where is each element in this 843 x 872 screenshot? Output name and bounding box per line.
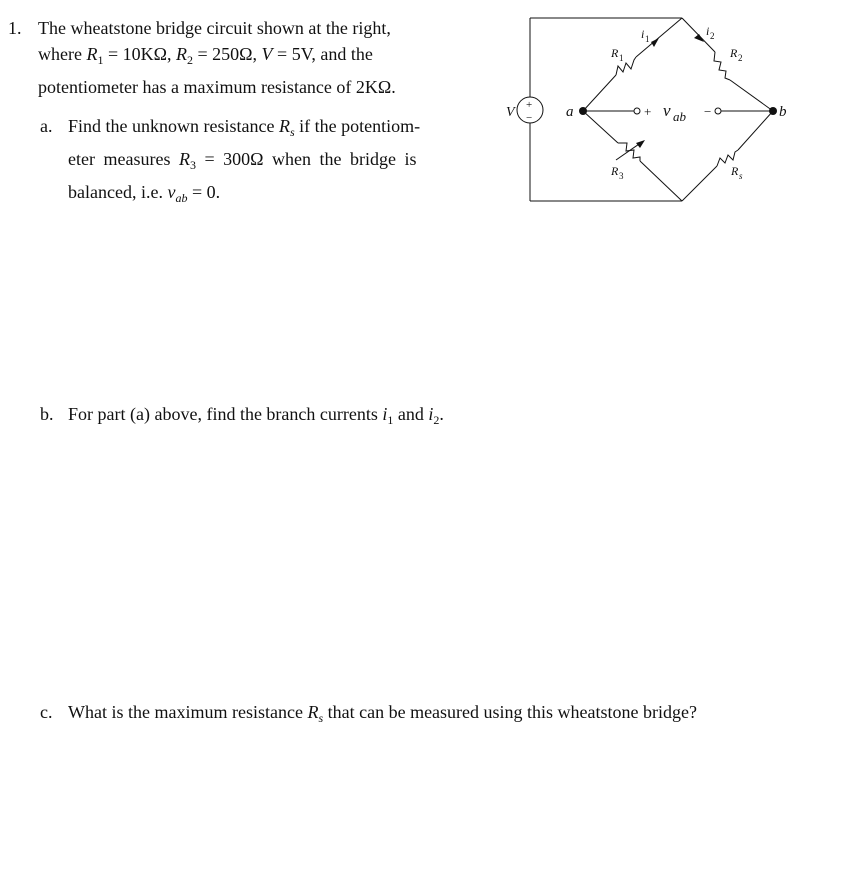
part-b-and: and: [397, 404, 424, 424]
r1-value: = 10KΩ,: [107, 44, 172, 64]
node-a-label: a: [566, 104, 574, 120]
source-label: V: [506, 105, 515, 120]
vab-plus-label: +: [644, 104, 652, 119]
part-c-label: c.: [40, 702, 53, 722]
r2-label: R: [730, 46, 738, 60]
i2-symbol: i: [428, 404, 434, 424]
r1-symbol: R: [86, 44, 98, 64]
r3-sub: 3: [619, 171, 624, 181]
part-a-label: a.: [40, 116, 53, 136]
vab-sub: ab: [673, 109, 686, 124]
node-b-label: b: [779, 104, 787, 120]
vab-terminal-minus: [715, 108, 721, 114]
problem-number: 1.: [8, 18, 22, 38]
rs-label: R: [731, 164, 739, 178]
r2-wire-lower: [730, 80, 773, 111]
r1-wire-lower: [583, 75, 616, 111]
part-b-label: b.: [40, 404, 54, 424]
r2-sub: 2: [738, 53, 743, 63]
i1-sub: 1: [645, 34, 650, 44]
r2-symbol: R: [176, 44, 188, 64]
node-a-dot: [579, 107, 587, 115]
part-a-text: = 0.: [191, 182, 221, 202]
vab-label: v: [663, 101, 671, 120]
intro-line-3: potentiometer has a maximum resistance of 2KΩ.: [38, 77, 396, 97]
part-a-text: balanced, i.e.: [68, 182, 163, 202]
rs-wire-upper: [738, 111, 773, 150]
intro-where: where: [38, 44, 82, 64]
r3-label: R: [611, 164, 619, 178]
r2-resistor: [714, 52, 730, 80]
intro-line-1: The wheatstone bridge circuit shown at the right,: [38, 18, 391, 38]
r1-label: R: [611, 46, 619, 60]
part-c-question: that can be measured using this wheatstone bridge?: [327, 702, 697, 722]
part-a-text: = 300Ω when the bridge is: [204, 149, 417, 169]
r3-wire-lower: [640, 161, 682, 201]
vab-subscript: ab: [175, 191, 188, 205]
part-b-question: For part (a) above, find the branch currents: [68, 404, 378, 424]
rs-subscript: s: [289, 125, 295, 139]
r2-subscript: 2: [187, 53, 194, 67]
v-value: = 5V, and the: [277, 44, 373, 64]
r3-subscript: 3: [189, 158, 196, 172]
r1-sub: 1: [619, 53, 624, 63]
rs-symbol: R: [307, 702, 319, 722]
r3-symbol: R: [178, 149, 190, 169]
i1-arrow: [651, 38, 659, 47]
part-a-text: if the potentiom-: [299, 116, 421, 136]
part-c-question: What is the maximum resistance: [68, 702, 303, 722]
i2-arrow: [694, 34, 704, 42]
vab-minus-label: −: [704, 104, 712, 119]
part-a-text: eter measures: [68, 149, 171, 169]
i2-label: i: [706, 24, 710, 38]
rs-subscript: s: [318, 711, 324, 725]
vab-symbol: v: [167, 182, 176, 202]
i1-label: i: [641, 27, 645, 41]
part-a-text: Find the unknown resistance: [68, 116, 275, 136]
r2-value: = 250Ω,: [197, 44, 258, 64]
i2-sub: 2: [710, 31, 715, 41]
r1-subscript: 1: [97, 53, 104, 67]
i1-symbol: i: [382, 404, 388, 424]
source-plus: +: [526, 99, 533, 111]
rs-sub: s: [739, 171, 743, 181]
rs-symbol: R: [278, 116, 290, 136]
r3-wire-upper: [583, 111, 618, 143]
source-minus: −: [526, 112, 533, 124]
i1-subscript: 1: [387, 413, 394, 427]
v-symbol: V: [261, 44, 273, 64]
vab-terminal-plus: [634, 108, 640, 114]
i2-subscript: 2: [433, 413, 440, 427]
node-b-dot: [769, 107, 777, 115]
potentiometer-arrowhead: [636, 140, 645, 148]
rs-wire-lower: [682, 166, 717, 201]
part-b-period: .: [439, 404, 444, 424]
